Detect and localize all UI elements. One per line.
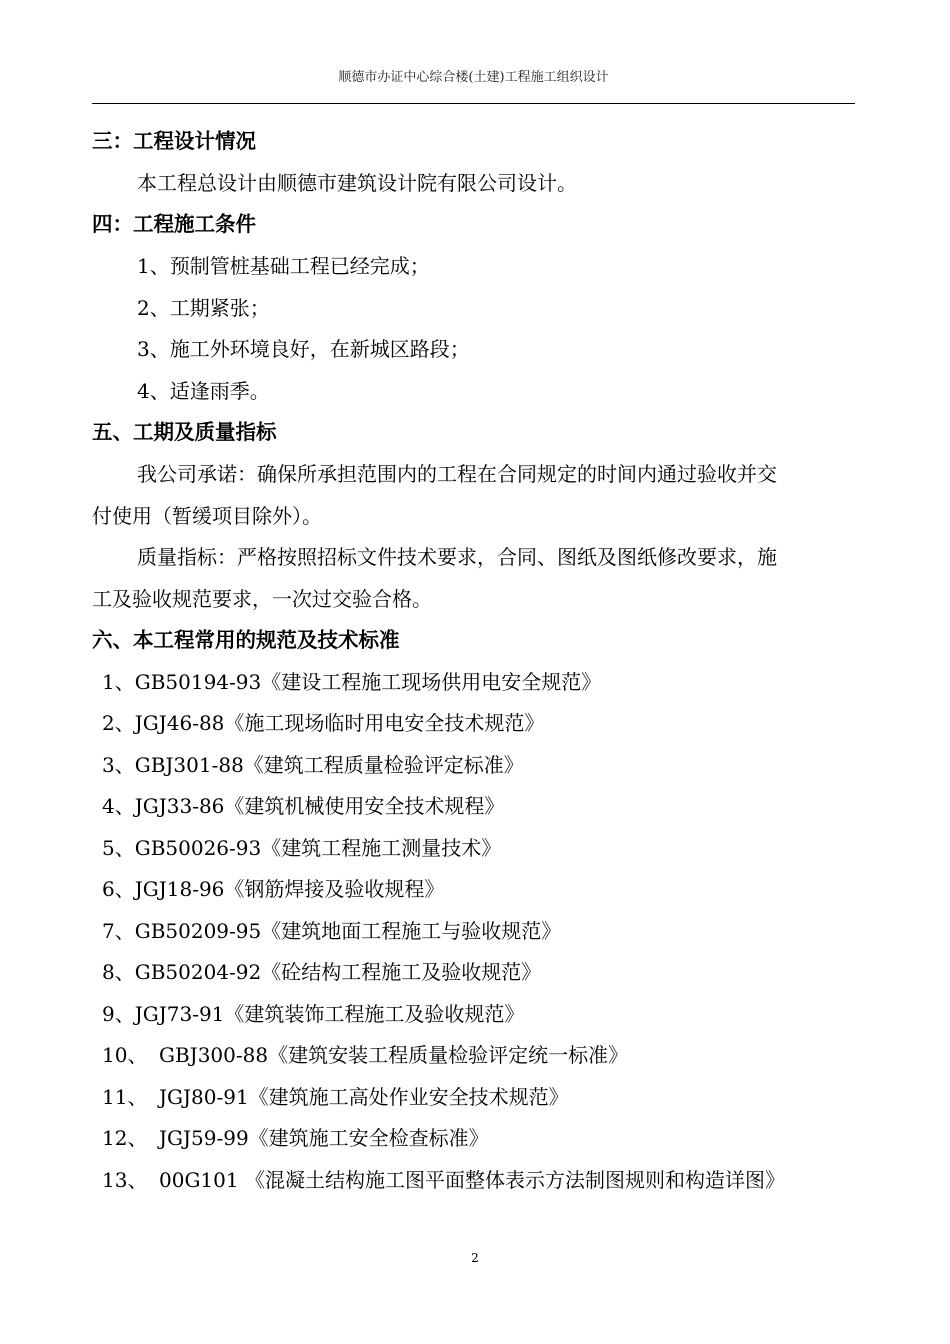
standard-number: 7、 bbox=[102, 919, 135, 943]
standard-title: GB50204-92《砼结构工程施工及验收规范》 bbox=[134, 960, 542, 984]
standard-number: 6、 bbox=[102, 877, 135, 901]
section-6-heading: 六、本工程常用的规范及技术标准 bbox=[92, 628, 400, 652]
standard-number: 8、 bbox=[102, 960, 135, 984]
standard-item bbox=[102, 1087, 569, 1107]
standard-title: GB50194-93《建设工程施工现场供用电安全规范》 bbox=[134, 670, 602, 694]
standard-number: 2、 bbox=[102, 711, 135, 735]
quality-line-1: 质量指标：严格按照招标文件技术要求，合同、图纸及图纸修改要求，施 bbox=[137, 545, 777, 569]
standard-title: JGJ18-96《钢筋焊接及验收规程》 bbox=[134, 877, 445, 901]
condition-item: 3、施工外环境良好，在新城区路段； bbox=[137, 337, 470, 361]
standard-item bbox=[102, 1170, 785, 1190]
header-rule bbox=[92, 103, 855, 104]
condition-item: 1、预制管桩基础工程已经完成； bbox=[137, 254, 430, 278]
standard-number: 1、 bbox=[102, 670, 135, 694]
standard-number: 13、 bbox=[102, 1168, 148, 1192]
condition-item: 2、工期紧张； bbox=[137, 296, 270, 320]
section-4-heading: 四：工程施工条件 bbox=[92, 212, 256, 236]
standard-number: 11、 bbox=[102, 1085, 148, 1109]
standard-item bbox=[102, 921, 561, 941]
standard-item bbox=[102, 962, 541, 982]
standard-title: GBJ301-88《建筑工程质量检验评定标准》 bbox=[134, 753, 524, 777]
page-header: 顺德市办证中心综合楼(土建)工程施工组织设计 bbox=[338, 70, 609, 85]
standard-title: JGJ46-88《施工现场临时用电安全技术规范》 bbox=[134, 711, 545, 735]
commitment-line-1: 我公司承诺：确保所承担范围内的工程在合同规定的时间内通过验收并交 bbox=[137, 462, 777, 486]
standard-title: JGJ73-91《建筑装饰工程施工及验收规范》 bbox=[134, 1002, 525, 1026]
standard-title: JGJ80-91《建筑施工高处作业安全技术规范》 bbox=[159, 1085, 569, 1109]
commitment-line-2: 付使用（暂缓项目除外）。 bbox=[92, 504, 322, 528]
standard-title: GBJ300-88《建筑安装工程质量检验评定统一标准》 bbox=[159, 1043, 629, 1067]
quality-line-2: 工及验收规范要求，一次过交验合格。 bbox=[92, 587, 432, 611]
section-5-heading: 五、工期及质量指标 bbox=[92, 420, 277, 444]
standard-title: JGJ33-86《建筑机械使用安全技术规程》 bbox=[134, 794, 505, 818]
standard-item bbox=[102, 672, 601, 692]
standard-item bbox=[102, 713, 544, 733]
page-number: 2 bbox=[471, 1251, 479, 1265]
standard-title: GB50026-93《建筑工程施工测量技术》 bbox=[134, 836, 502, 860]
section-3-text: 本工程总设计由顺德市建筑设计院有限公司设计。 bbox=[137, 171, 577, 195]
section-3-heading: 三：工程设计情况 bbox=[92, 129, 256, 153]
condition-item: 4、适逢雨季。 bbox=[137, 379, 270, 403]
standard-number: 5、 bbox=[102, 836, 135, 860]
standard-title: 00G101 《混凝土结构施工图平面整体表示方法制图规则和构造详图》 bbox=[159, 1168, 785, 1192]
standard-number: 12、 bbox=[102, 1126, 148, 1150]
standard-number: 3、 bbox=[102, 753, 135, 777]
standard-item bbox=[102, 1045, 628, 1065]
standard-item bbox=[102, 1128, 489, 1148]
standard-title: JGJ59-99《建筑施工安全检查标准》 bbox=[159, 1126, 489, 1150]
standard-item bbox=[102, 796, 504, 816]
standard-item bbox=[102, 1004, 524, 1024]
standard-title: GB50209-95《建筑地面工程施工与验收规范》 bbox=[134, 919, 562, 943]
standard-item bbox=[102, 838, 501, 858]
standard-number: 9、 bbox=[102, 1002, 135, 1026]
standard-item bbox=[102, 755, 524, 775]
standard-number: 4、 bbox=[102, 794, 135, 818]
standard-number: 10、 bbox=[102, 1043, 148, 1067]
standard-item bbox=[102, 879, 444, 899]
